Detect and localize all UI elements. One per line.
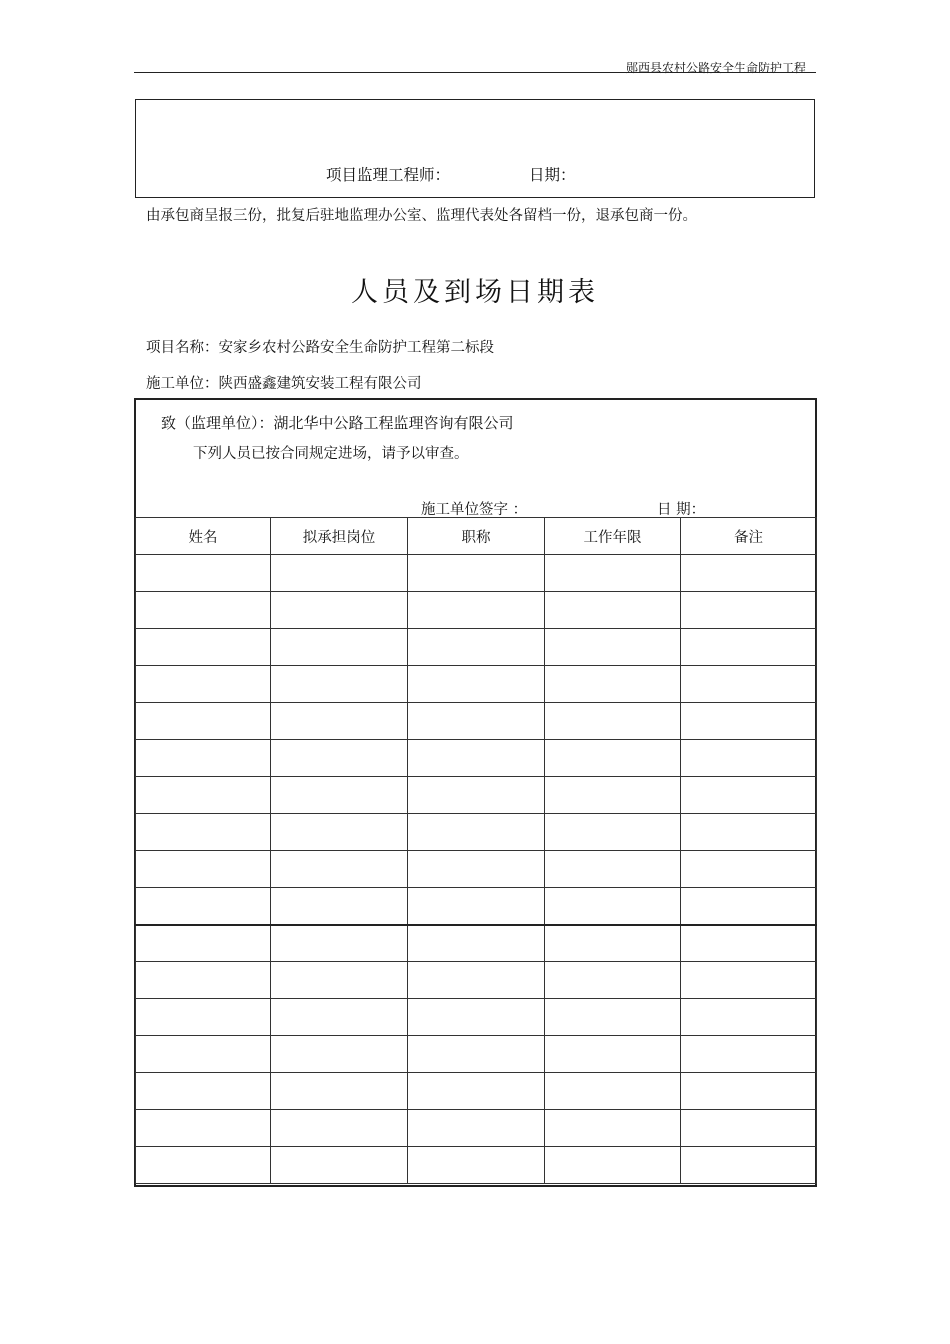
table-cell[interactable] <box>136 592 271 629</box>
table-cell[interactable] <box>136 1147 271 1184</box>
table-cell[interactable] <box>271 666 408 703</box>
staff-table <box>135 517 817 1184</box>
contractor-date-label: 日 期： <box>657 502 706 518</box>
table-cell[interactable] <box>136 666 271 703</box>
table-cell[interactable] <box>545 925 681 962</box>
table-cell[interactable] <box>545 740 681 777</box>
table-row <box>136 851 817 888</box>
form-title: 人员及到场日期表 <box>351 277 599 308</box>
table-cell[interactable] <box>271 999 408 1036</box>
table-row <box>136 740 817 777</box>
table-cell[interactable] <box>408 592 545 629</box>
table-cell[interactable] <box>271 1036 408 1073</box>
table-cell[interactable] <box>136 1110 271 1147</box>
table-cell[interactable] <box>408 1036 545 1073</box>
contractor-signature-label: 施工单位签字 ： <box>421 502 528 518</box>
table-cell[interactable] <box>136 999 271 1036</box>
table-row <box>136 962 817 999</box>
table-row <box>136 1073 817 1110</box>
table-cell[interactable] <box>545 592 681 629</box>
table-cell[interactable] <box>408 1147 545 1184</box>
table-row <box>136 814 817 851</box>
table-cell[interactable] <box>681 1110 817 1147</box>
column-header-years: 工作年限 <box>545 518 681 555</box>
table-row <box>136 703 817 740</box>
table-cell[interactable] <box>545 962 681 999</box>
column-header-name: 姓名 <box>136 518 271 555</box>
table-cell[interactable] <box>271 555 408 592</box>
table-cell[interactable] <box>408 629 545 666</box>
table-cell[interactable] <box>136 1036 271 1073</box>
table-row <box>136 888 817 925</box>
table-cell[interactable] <box>136 555 271 592</box>
table-cell[interactable] <box>271 740 408 777</box>
table-cell[interactable] <box>545 851 681 888</box>
column-header-position: 拟承担岗位 <box>271 518 408 555</box>
table-cell[interactable] <box>408 703 545 740</box>
table-cell[interactable] <box>271 851 408 888</box>
distribution-note: 由承包商呈报三份，批复后驻地监理办公室、监理代表处各留档一份，退承包商一份。 <box>146 208 697 224</box>
table-cell[interactable] <box>271 703 408 740</box>
table-cell[interactable] <box>136 629 271 666</box>
table-cell[interactable] <box>681 814 817 851</box>
table-cell[interactable] <box>681 925 817 962</box>
table-cell[interactable] <box>545 703 681 740</box>
table-cell[interactable] <box>681 962 817 999</box>
table-cell[interactable] <box>271 1110 408 1147</box>
header-rule <box>134 72 816 73</box>
table-cell[interactable] <box>545 999 681 1036</box>
table-cell[interactable] <box>681 1036 817 1073</box>
table-cell[interactable] <box>271 629 408 666</box>
project-name: 项目名称：安家乡农村公路安全生命防护工程第二标段 <box>146 340 494 356</box>
table-cell[interactable] <box>545 1147 681 1184</box>
table-cell[interactable] <box>136 888 271 925</box>
table-cell[interactable] <box>545 777 681 814</box>
table-cell[interactable] <box>408 814 545 851</box>
table-cell[interactable] <box>408 1110 545 1147</box>
header-project-title: 郧西县农村公路安全生命防护工程 <box>625 61 806 75</box>
table-cell[interactable] <box>408 1073 545 1110</box>
table-cell[interactable] <box>545 1073 681 1110</box>
table-cell[interactable] <box>545 555 681 592</box>
table-cell[interactable] <box>681 592 817 629</box>
approval-box <box>135 99 815 198</box>
table-cell[interactable] <box>681 629 817 666</box>
column-header-remarks: 备注 <box>681 518 817 555</box>
table-cell[interactable] <box>681 1147 817 1184</box>
table-cell[interactable] <box>136 851 271 888</box>
table-cell[interactable] <box>271 888 408 925</box>
table-row <box>136 1036 817 1073</box>
table-cell[interactable] <box>271 925 408 962</box>
table-cell[interactable] <box>136 1073 271 1110</box>
table-row <box>136 555 817 592</box>
table-row <box>136 925 817 962</box>
table-cell[interactable] <box>408 666 545 703</box>
column-header-title: 职称 <box>408 518 545 555</box>
table-cell[interactable] <box>681 999 817 1036</box>
table-cell[interactable] <box>136 703 271 740</box>
table-cell[interactable] <box>681 555 817 592</box>
table-cell[interactable] <box>681 888 817 925</box>
table-row <box>136 666 817 703</box>
approval-date-label: 日期： <box>529 166 576 184</box>
table-cell[interactable] <box>408 740 545 777</box>
table-cell[interactable] <box>136 962 271 999</box>
table-cell[interactable] <box>545 814 681 851</box>
table-row <box>136 777 817 814</box>
table-cell[interactable] <box>408 888 545 925</box>
declaration: 下列人员已按合同规定进场，请予以审查。 <box>193 446 469 462</box>
table-row <box>136 1147 817 1184</box>
table-cell[interactable] <box>136 740 271 777</box>
table-cell[interactable] <box>271 814 408 851</box>
table-cell[interactable] <box>545 1110 681 1147</box>
table-cell[interactable] <box>545 629 681 666</box>
table-cell[interactable] <box>545 888 681 925</box>
table-cell[interactable] <box>136 925 271 962</box>
table-cell[interactable] <box>408 777 545 814</box>
table-cell[interactable] <box>681 777 817 814</box>
table-cell[interactable] <box>271 962 408 999</box>
table-cell[interactable] <box>681 851 817 888</box>
table-cell[interactable] <box>681 740 817 777</box>
table-row <box>136 592 817 629</box>
table-cell[interactable] <box>408 851 545 888</box>
table-cell[interactable] <box>271 1073 408 1110</box>
table-cell[interactable] <box>136 814 271 851</box>
table-header-row <box>136 518 817 555</box>
table-row <box>136 1110 817 1147</box>
addressee: 致（监理单位）：湖北华中公路工程监理咨询有限公司 <box>161 414 514 432</box>
table-cell[interactable] <box>408 999 545 1036</box>
table-row <box>136 629 817 666</box>
table-cell[interactable] <box>408 555 545 592</box>
table-cell[interactable] <box>681 666 817 703</box>
table-cell[interactable] <box>545 1036 681 1073</box>
table-cell[interactable] <box>681 1073 817 1110</box>
table-cell[interactable] <box>545 666 681 703</box>
table-row <box>136 999 817 1036</box>
engineer-signature-label: 项目监理工程师： <box>326 166 451 184</box>
table-cell[interactable] <box>681 703 817 740</box>
table-cell[interactable] <box>408 925 545 962</box>
table-cell[interactable] <box>136 777 271 814</box>
staff-table-body <box>136 555 817 1184</box>
table-cell[interactable] <box>271 777 408 814</box>
table-cell[interactable] <box>271 1147 408 1184</box>
table-cell[interactable] <box>271 592 408 629</box>
contractor-name: 施工单位：陕西盛鑫建筑安装工程有限公司 <box>146 376 422 392</box>
table-cell[interactable] <box>408 962 545 999</box>
